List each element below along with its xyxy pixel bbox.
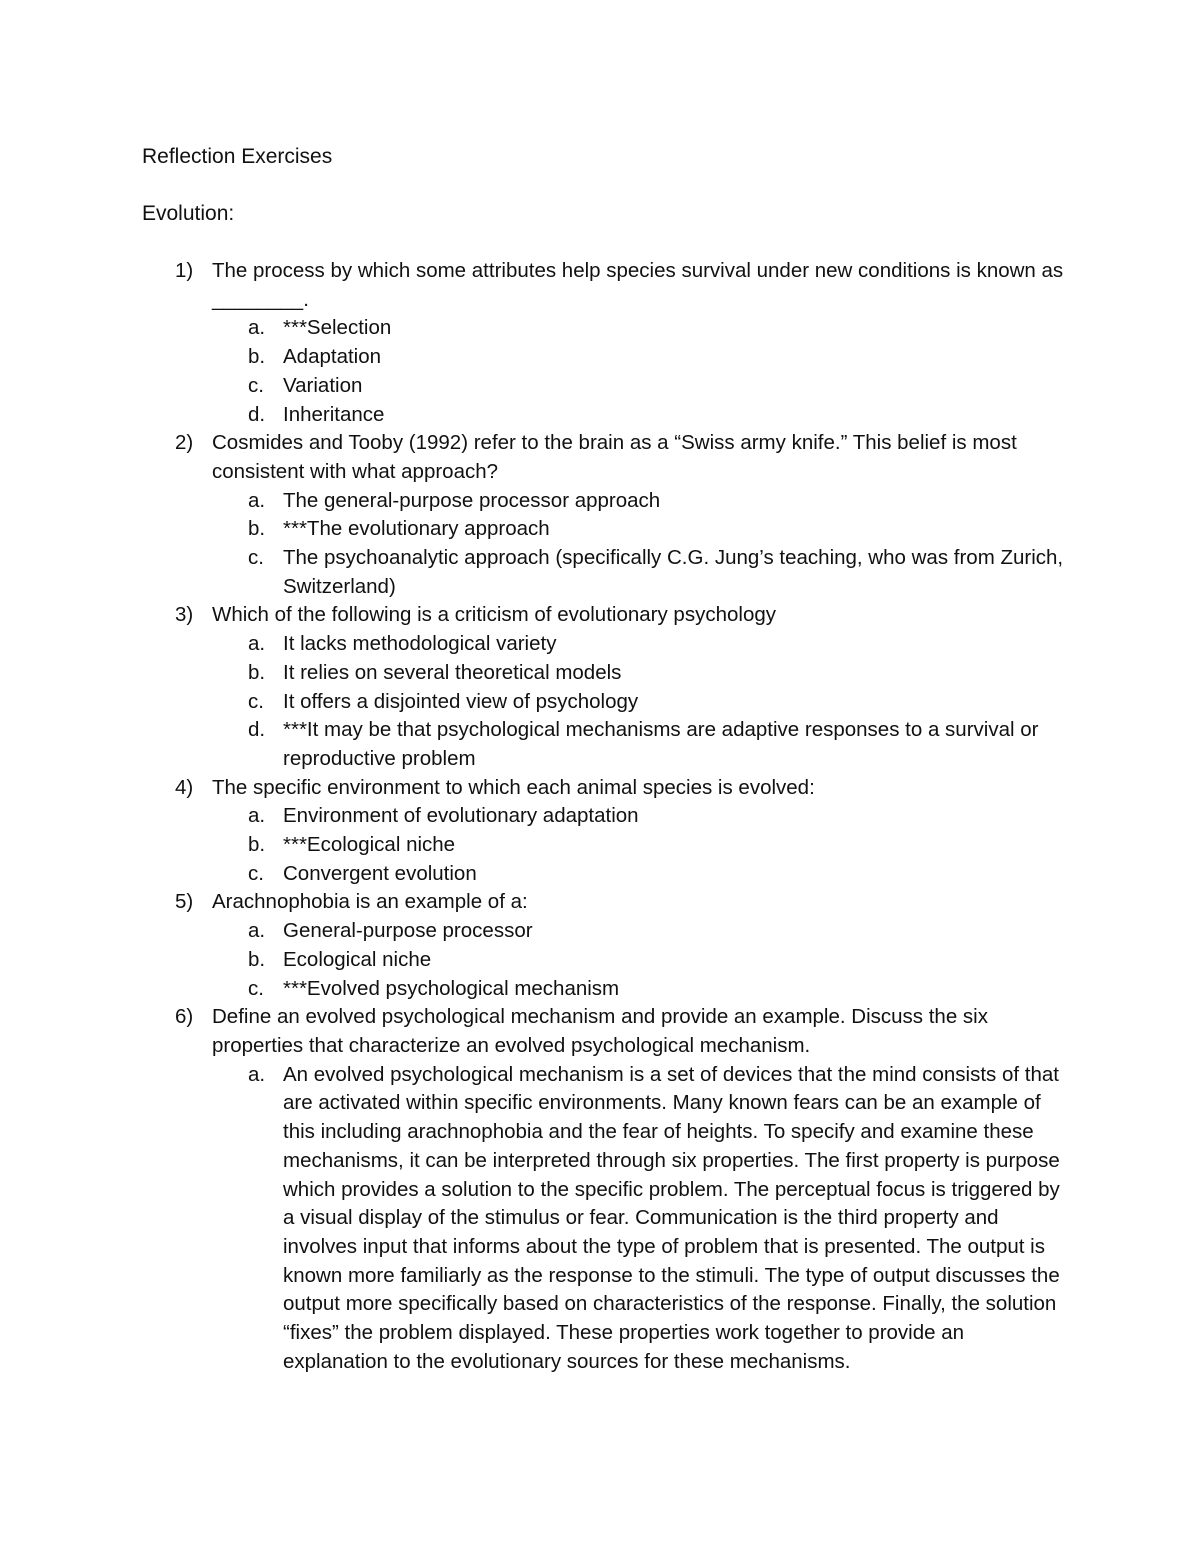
question-text: Arachnophobia is an example of a:	[212, 890, 528, 914]
option-list	[0, 917, 1200, 1003]
option-text: ***Evolved psychological mechanism	[283, 976, 620, 1000]
option-letter: b.	[248, 345, 266, 369]
question-item	[0, 257, 1200, 429]
option-letter: c.	[248, 976, 264, 1000]
question-text: The process by which some attributes help species survival under new conditions is known as ________.	[212, 259, 1064, 311]
option-item	[0, 1061, 1200, 1377]
option-letter: d.	[248, 402, 266, 426]
question-text: Which of the following is a criticism of evolutionary psychology	[212, 603, 776, 627]
option-text: Environment of evolutionary adaptation	[283, 804, 639, 828]
option-item	[0, 688, 1200, 717]
option-letter: a.	[248, 804, 266, 828]
option-item	[0, 314, 1200, 343]
option-item	[0, 487, 1200, 516]
option-item	[0, 659, 1200, 688]
option-text: Ecological niche	[283, 947, 432, 971]
option-text: General-purpose processor	[283, 919, 533, 943]
question-item	[0, 429, 1200, 601]
option-text: The psychoanalytic approach (specifically C.G. Jung’s teaching, who was from Zurich, Switzerland)	[283, 546, 1064, 598]
question-item	[0, 774, 1200, 889]
question-item	[0, 888, 1200, 1003]
option-list	[0, 487, 1200, 602]
question-item	[0, 1003, 1200, 1376]
question-text: The specific environment to which each animal species is evolved:	[212, 775, 815, 799]
option-list	[0, 1061, 1200, 1377]
option-item	[0, 831, 1200, 860]
option-list	[0, 802, 1200, 888]
option-letter: b.	[248, 947, 266, 971]
option-text: It lacks methodological variety	[283, 632, 557, 656]
option-letter: a.	[248, 316, 266, 340]
option-text: It relies on several theoretical models	[283, 660, 622, 684]
option-text: ***Selection	[283, 316, 392, 340]
option-letter: c.	[248, 373, 264, 397]
option-text: ***The evolutionary approach	[283, 517, 550, 541]
option-list	[0, 630, 1200, 774]
option-list	[0, 314, 1200, 429]
option-item	[0, 946, 1200, 975]
option-text: An evolved psychological mechanism is a set of devices that the mind consists of that are activated within specific environments. Many known fears can be an example of this including arachnophobia and the fear of heights. To specify and examine these mechanisms, it can be interpreted through six properties. The first property is purpose which provides a solution to the specific problem. The perceptual focus is triggered by a visual display of the stimulus or fear. Communication is the third property and involves input that informs about the type of problem that is presented. The output is known more familiarly as the response to the stimuli. The type of output discusses the output more specifically based on characteristics of the response. Finally, the solution “fixes” the problem displayed. These properties work together to provide an explanation to the evolutionary sources for these mechanisms.	[283, 1062, 1060, 1373]
option-item	[0, 515, 1200, 544]
option-text: Inheritance	[283, 402, 385, 426]
option-letter: a.	[248, 919, 266, 943]
option-item	[0, 630, 1200, 659]
question-number: 5)	[175, 890, 194, 914]
option-item	[0, 343, 1200, 372]
option-item	[0, 802, 1200, 831]
option-text: The general-purpose processor approach	[283, 488, 661, 512]
option-letter: c.	[248, 546, 264, 570]
question-number: 3)	[175, 603, 194, 627]
option-text: Convergent evolution	[283, 861, 477, 885]
document-title: Reflection Exercises	[142, 145, 333, 168]
option-text: It offers a disjointed view of psychology	[283, 689, 639, 713]
option-letter: a.	[248, 488, 266, 512]
question-number: 4)	[175, 775, 194, 799]
option-item	[0, 975, 1200, 1004]
question-text: Define an evolved psychological mechanism and provide an example. Discuss the six properties that characterize an evolved psychological mechanism.	[212, 1005, 988, 1057]
option-text: Adaptation	[283, 345, 382, 369]
option-text: ***Ecological niche	[283, 833, 456, 857]
question-list	[0, 257, 1200, 1376]
option-letter: c.	[248, 689, 264, 713]
question-item	[0, 601, 1200, 773]
option-letter: b.	[248, 833, 266, 857]
option-letter: a.	[248, 632, 266, 656]
question-text: Cosmides and Tooby (1992) refer to the brain as a “Swiss army knife.” This belief is most consistent with what approach?	[212, 431, 1017, 483]
option-letter: b.	[248, 660, 266, 684]
section-heading: Evolution:	[142, 202, 235, 225]
question-number: 2)	[175, 431, 194, 455]
option-text: ***It may be that psychological mechanisms are adaptive responses to a survival or reproductive problem	[283, 718, 1039, 770]
question-number: 6)	[175, 1005, 194, 1029]
option-item	[0, 860, 1200, 889]
option-letter: d.	[248, 718, 266, 742]
option-text: Variation	[283, 373, 363, 397]
option-item	[0, 544, 1200, 601]
question-number: 1)	[175, 259, 194, 282]
option-letter: c.	[248, 861, 264, 885]
option-letter: a.	[248, 1062, 266, 1086]
option-item	[0, 917, 1200, 946]
option-letter: b.	[248, 517, 266, 541]
option-item	[0, 372, 1200, 401]
option-item	[0, 401, 1200, 430]
option-item	[0, 716, 1200, 773]
